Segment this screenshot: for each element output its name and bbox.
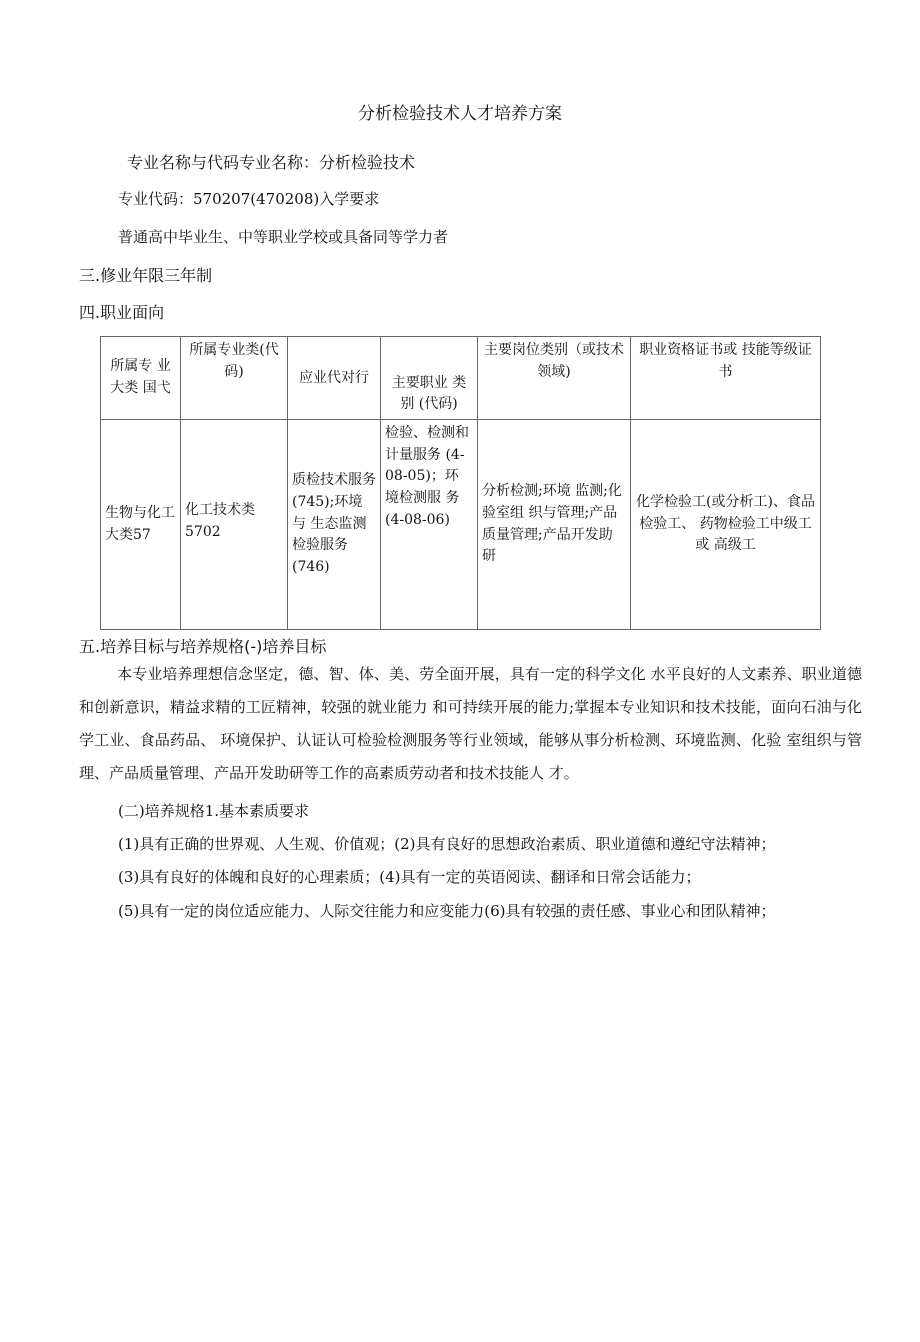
header-cell-industry: 应业代对行	[288, 337, 381, 420]
admission-requirement: 普通高中毕业生、中等职业学校或具备同等学力者	[118, 228, 449, 246]
header-cell-certificate: 职业资格证书或 技能等级证书	[631, 337, 821, 420]
header-cell-class: 所属专业类(代码)	[181, 337, 288, 420]
cell-class: 化工技术类5702	[181, 420, 288, 630]
header-cell-category: 所属专 业大类 国弋	[101, 337, 181, 420]
header-cell-position: 主要岗位类别（或技术领域)	[478, 337, 631, 420]
table-row	[101, 420, 821, 630]
table-header-row	[101, 337, 821, 420]
cell-industry: 质检技术服务(745);环境与 生态监测 检验服务(746)	[288, 420, 381, 630]
cell-occupation: 检验、检测和计量服务 (4-08-05)；环 境检测服 务(4-08-06)	[381, 420, 478, 630]
career-orientation-table	[100, 336, 821, 630]
header-cell-occupation: 主要职业 类别 (代码)	[381, 337, 478, 420]
cell-certificate: 化学检验工(或分析工)、食品检验工、 药物检验工中级工或 高级工	[631, 420, 821, 630]
major-code-line: 专业代码：570207(470208)入学要求	[118, 190, 380, 208]
training-goal-paragraph	[79, 658, 862, 790]
sub-heading: (二)培养规格1.基本素质要求	[118, 802, 310, 820]
requirement-3-4: (3)具有良好的体魄和良好的心理素质；(4)具有一定的英语阅读、翻译和日常会话能力；	[118, 868, 701, 886]
requirement-1-2: (1)具有正确的世界观、人生观、价值观；(2)具有良好的思想政治素质、职业道德和遵纪守法精神；	[118, 835, 776, 853]
requirement-5-6: (5)具有一定的岗位适应能力、人际交往能力和应变能力(6)具有较强的责任感、事业心和团队精神；	[118, 902, 776, 920]
section-5-heading: 五.培养目标与培养规格(-)培养目标	[79, 637, 327, 656]
cell-position: 分析检测;环境 监测;化验室组 织与管理;产品 质量管理;产品开发助研	[478, 420, 631, 630]
section-3-heading: 三.修业年限三年制	[79, 266, 213, 285]
major-name-line: 专业名称与代码专业名称：分析检验技术	[127, 153, 416, 172]
cell-category: 生物与化工大类57	[101, 420, 181, 630]
page-title: 分析检验技术人才培养方案	[358, 104, 562, 124]
paragraph-text: 本专业培养理想信念坚定，德、智、体、美、劳全面开展，具有一定的科学文化 水平良好的人文素养、职业道德和创新意识，精益求精的工匠精神，较强的就业能力 和可持续开展的能力;掌握本专业知识和技术技能，面向石油与化学工业、食品药品、 环境保护、认证认可检验检测服务等行业领域，能够从事分析检测、环境监测、化验 室组织与管理、产品质量管理、产品开发助研等工作的高素质劳动者和技术技能人 才。	[79, 665, 862, 782]
section-4-heading: 四.职业面向	[79, 303, 165, 322]
